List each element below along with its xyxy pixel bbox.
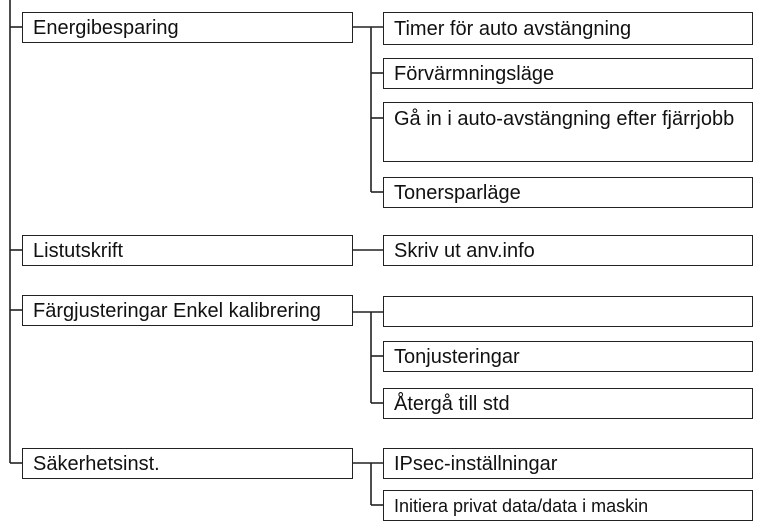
item-label: Återgå till std [394,392,510,415]
item-label: Skriv ut anv.info [394,239,535,262]
item-box-tonjusteringar[interactable] [383,341,753,372]
item-box-forvarmningslage[interactable] [383,58,753,89]
item-label: Timer för auto avstängning [394,17,632,40]
group-box-energibesparing[interactable] [22,12,353,43]
item-box-empty[interactable] [383,296,753,327]
item-label: Initiera privat data/data i maskin [394,495,649,516]
item-label: Förvärmningsläge [394,62,555,85]
group-box-sakerhetsinst[interactable] [22,448,353,479]
item-label: Gå in i auto-avstängning efter fjärrjobb [394,108,735,130]
item-box-ipsec[interactable] [383,448,753,479]
item-box-auto-avstangning-fjarrjobb[interactable] [383,102,753,162]
item-label: Tonersparläge [394,181,521,204]
item-box-skriv-ut-anv-info[interactable] [383,235,753,266]
item-box-atergatillstd[interactable] [383,388,753,419]
group-label: Färgjusteringar Enkel kalibrering [33,299,321,322]
group-box-listutskrift[interactable] [22,235,353,266]
item-box-timer[interactable] [383,12,753,45]
group-label: Säkerhetsinst. [33,452,160,475]
group-label: Energibesparing [33,16,179,39]
item-label: Tonjusteringar [394,345,520,368]
item-box-initiera-privat-data[interactable] [383,490,753,521]
group-label: Listutskrift [33,239,124,262]
group-box-fargjusteringar[interactable] [22,295,353,326]
item-box-tonersparlage[interactable] [383,177,753,208]
item-label: IPsec-inställningar [394,452,558,475]
